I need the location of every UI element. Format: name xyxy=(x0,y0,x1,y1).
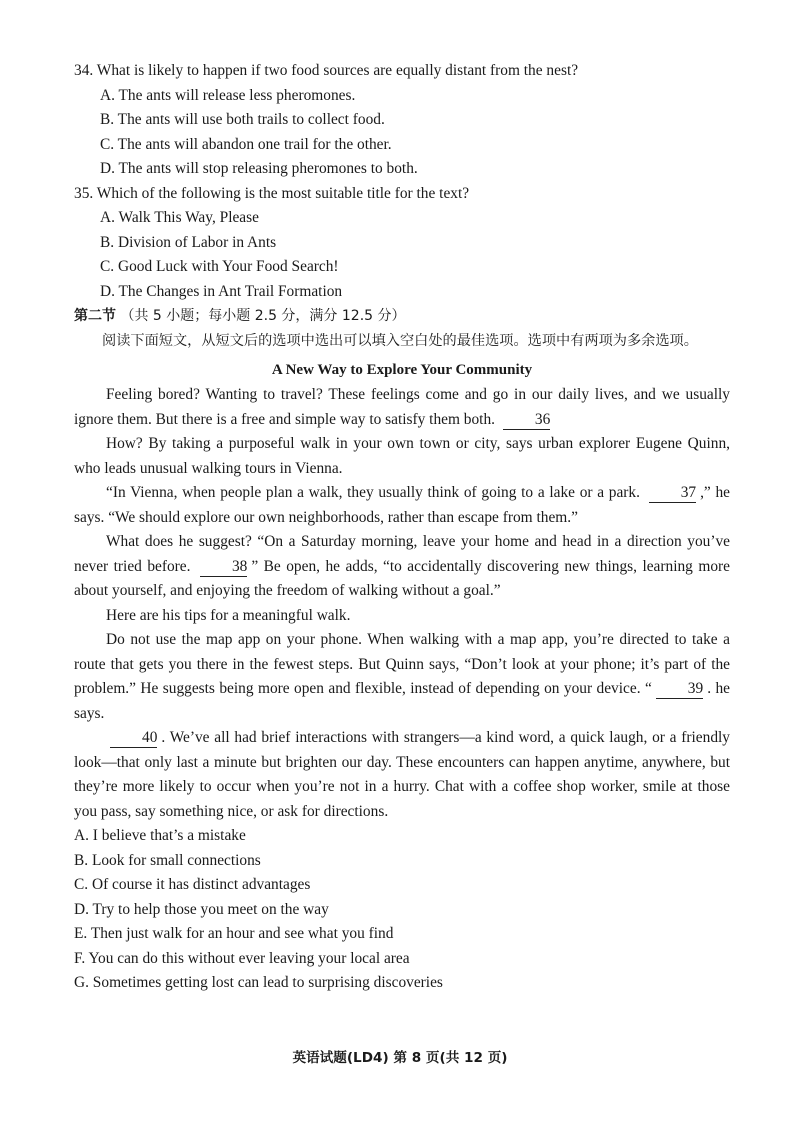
option-b: B. Division of Labor in Ants xyxy=(100,233,277,251)
option-c: C. The ants will abandon one trail for the other. xyxy=(100,135,392,153)
option-c: C. Good Luck with Your Food Search! xyxy=(100,258,339,275)
paragraph-text: Do not use the map app on your phone. When walking with a map app, you’re directed to take a route that gets you there in the fewest steps. But Quinn says, “Don’t look at your phone; it’s part of the problem.” He suggests being more open and flexible, instead of depending on your device. “ xyxy=(74,631,730,697)
choice-d: D. Try to help those you meet on the way xyxy=(74,900,329,918)
question-34 xyxy=(74,59,730,182)
paragraph-text: “In Vienna, when people plan a walk, they usually think of going to a lake or a park. xyxy=(106,484,640,501)
blank-39: 39 xyxy=(656,680,703,699)
paragraph-text: . he says. xyxy=(74,680,730,722)
passage-paragraph xyxy=(74,383,730,432)
option-a: A. The ants will release less pheromones. xyxy=(100,86,356,104)
option-b: B. The ants will use both trails to collect food. xyxy=(100,111,385,128)
paragraph-text: . We’ve all had brief interactions with strangers—a kind word, a quick laugh, or a friendly look—that only last a minute but brighten our day. These encounters can happen anytime, anywhere, but they’re more likely to occur when you’re not in a hurry. Chat with a coffee shop worker, smile at those you pass, say something nice, or ask for directions. xyxy=(74,729,730,820)
choice-list xyxy=(74,824,730,996)
paragraph-text: ,” he says. “We should explore our own neighborhoods, rather than escape from them.” xyxy=(74,484,730,526)
passage-paragraph xyxy=(74,628,730,726)
choice-g: G. Sometimes getting lost can lead to surprising discoveries xyxy=(74,974,443,991)
passage-paragraph xyxy=(74,726,730,824)
paragraph-text: What does he suggest? “On a Saturday morning, leave your home and head in a direction you’ve never tried before. xyxy=(74,533,730,575)
choice-b: B. Look for small connections xyxy=(74,851,261,869)
blank-40: 40 xyxy=(110,729,157,748)
question-35 xyxy=(74,182,730,305)
passage-paragraph xyxy=(74,481,730,530)
passage-paragraph: How? By taking a purposeful walk in your own town or city, says urban explorer Eugene Quinn, who leads unusual walking tours in Vienna. xyxy=(74,435,730,477)
choice-f: F. You can do this without ever leaving your local area xyxy=(74,949,410,967)
paragraph-text: Feeling bored? Wanting to travel? These feelings come and go in our daily lives, and we usually ignore them. But there is a free and simple way to satisfy them both. xyxy=(74,386,730,428)
choice-c: C. Of course it has distinct advantages xyxy=(74,876,311,893)
question-stem: 34. What is likely to happen if two food sources are equally distant from the nest? xyxy=(74,62,579,79)
section-info: （共 5 小题；每小题 2.5 分，满分 12.5 分） xyxy=(120,308,406,324)
choice-e: E. Then just walk for an hour and see what you find xyxy=(74,925,394,942)
passage-title: A New Way to Explore Your Community xyxy=(271,361,533,378)
option-d: D. The Changes in Ant Trail Formation xyxy=(100,282,343,300)
blank-37: 37 xyxy=(649,484,696,503)
blank-36: 36 xyxy=(503,411,550,430)
section-label: 第二节 xyxy=(74,308,116,324)
section-heading xyxy=(74,304,730,329)
option-d: D. The ants will stop releasing pheromones to both. xyxy=(100,160,418,177)
paragraph-text: ” Be open, he adds, “to accidentally discovering new things, learning more about yourself, and enjoying the freedom of walking without a goal.” xyxy=(74,557,730,599)
page-footer: 英语试题(LD4) 第 8 页(共 12 页) xyxy=(292,1050,508,1066)
choice-a: A. I believe that’s a mistake xyxy=(74,827,246,844)
passage-paragraph: Here are his tips for a meaningful walk. xyxy=(106,606,351,624)
section-instruction: 阅读下面短文，从短文后的选项中选出可以填入空白处的最佳选项。选项中有两项为多余选项。 xyxy=(102,332,698,349)
passage-paragraph xyxy=(74,530,730,604)
question-stem: 35. Which of the following is the most suitable title for the text? xyxy=(74,184,470,202)
option-a: A. Walk This Way, Please xyxy=(100,209,259,226)
blank-38: 38 xyxy=(200,558,247,577)
exam-page xyxy=(74,59,730,996)
